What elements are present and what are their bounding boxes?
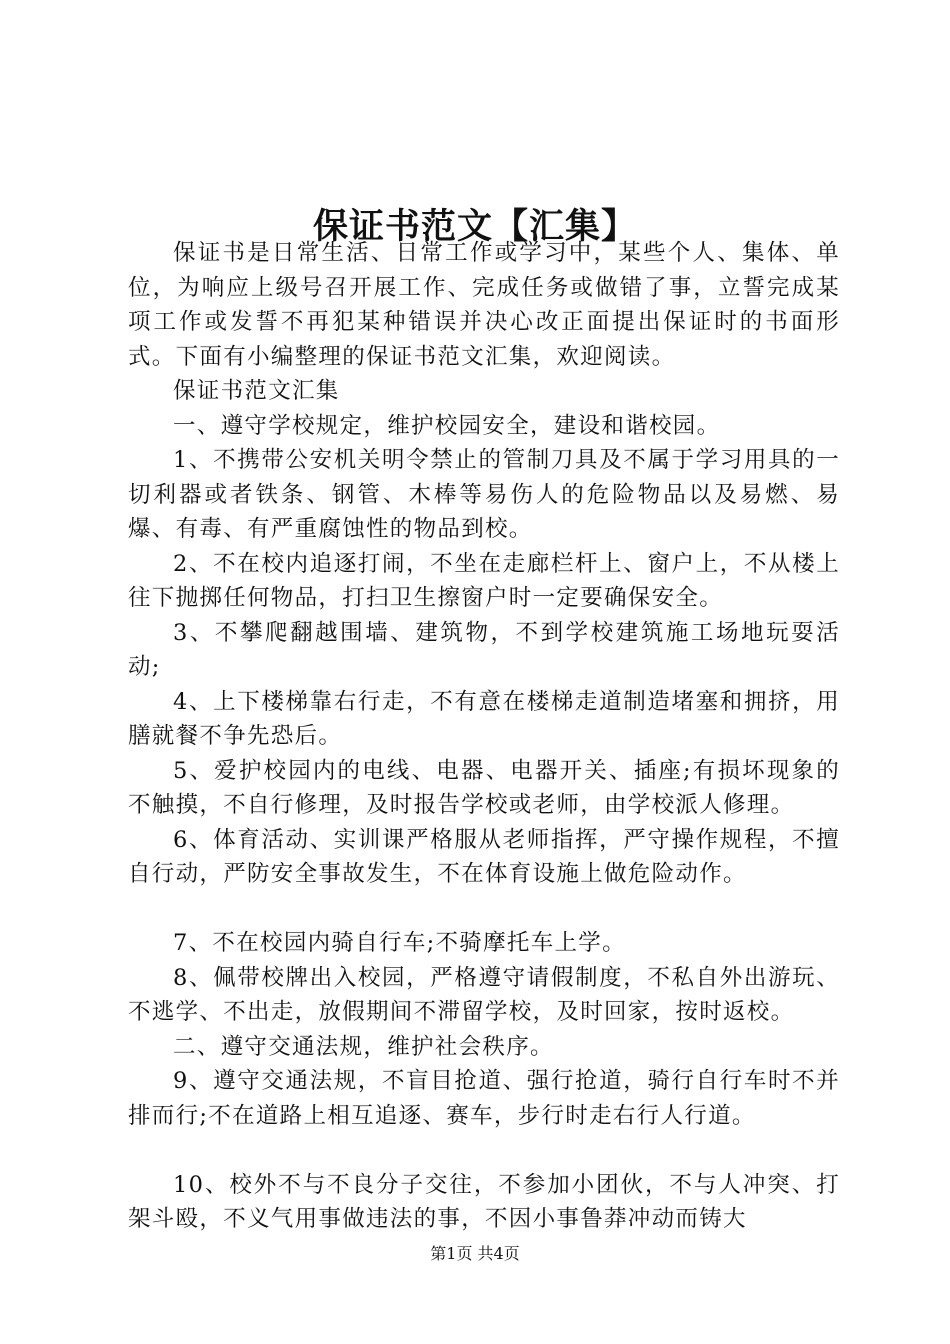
blank-line — [128, 1133, 840, 1168]
rule-item-4: 4、上下楼梯靠右行走，不有意在楼梯走道制造堵塞和拥挤，用膳就餐不争先恐后。 — [128, 688, 840, 749]
page-footer: 第1页 共4页 — [430, 1244, 520, 1263]
section-heading-2: 二、遵守交通法规，维护社会秩序。 — [173, 1033, 554, 1060]
rule-item-7: 7、不在校园内骑自行车;不骑摩托车上学。 — [173, 930, 626, 956]
rule-item-8: 8、佩带校牌出入校园，严格遵守请假制度，不私自外出游玩、不逃学、不出走，放假期间不滞留学校，及时回家，按时返校。 — [128, 964, 840, 1025]
section-heading: 保证书范文汇集 — [173, 378, 340, 404]
rule-item-9: 9、遵守交通法规，不盲目抢道、强行抢道，骑行自行车时不并排而行;不在道路上相互追逐、赛车，步行时走右行人行道。 — [128, 1068, 840, 1129]
rule-item-10: 10、校外不与不良分子交往，不参加小团伙，不与人冲突、打架斗殴，不义气用事做违法的事，不因小事鲁莽冲动而铸大 — [128, 1171, 840, 1232]
section-heading-1: 一、遵守学校规定，维护校园安全，建设和谐校园。 — [173, 412, 721, 439]
rule-item-6: 6、体育活动、实训课严格服从老师指挥，严守操作规程，不擅自行动，严防安全事故发生，不在体育设施上做危险动作。 — [128, 826, 840, 887]
document-title: 保证书范文【汇集】 — [312, 206, 637, 248]
blank-line — [128, 892, 840, 927]
rule-item-3: 3、不攀爬翻越围墙、建筑物，不到学校建筑施工场地玩耍活动; — [128, 619, 840, 680]
rule-item-1: 1、不携带公安机关明令禁止的管制刀具及不属于学习用具的一切利器或者铁条、钢管、木棒等易伤人的危险物品以及易燃、易爆、有毒、有严重腐蚀性的物品到校。 — [128, 447, 840, 542]
rule-item-5: 5、爱护校园内的电线、电器、电器开关、插座;有损坏现象的不触摸，不自行修理，及时报告学校或老师，由学校派人修理。 — [128, 757, 840, 818]
document-body — [128, 236, 840, 1237]
intro-paragraph: 保证书是日常生活、日常工作或学习中，某些个人、集体、单位，为响应上级号召开展工作、完成任务或做错了事，立誓完成某项工作或发誓不再犯某种错误并决心改正面提出保证时的书面形式。下面有小编整理的保证书范文汇集，欢迎阅读。 — [128, 240, 840, 370]
rule-item-2: 2、不在校内追逐打闹，不坐在走廊栏杆上、窗户上，不从楼上往下抛掷任何物品，打扫卫生擦窗户时一定要确保安全。 — [128, 550, 840, 611]
